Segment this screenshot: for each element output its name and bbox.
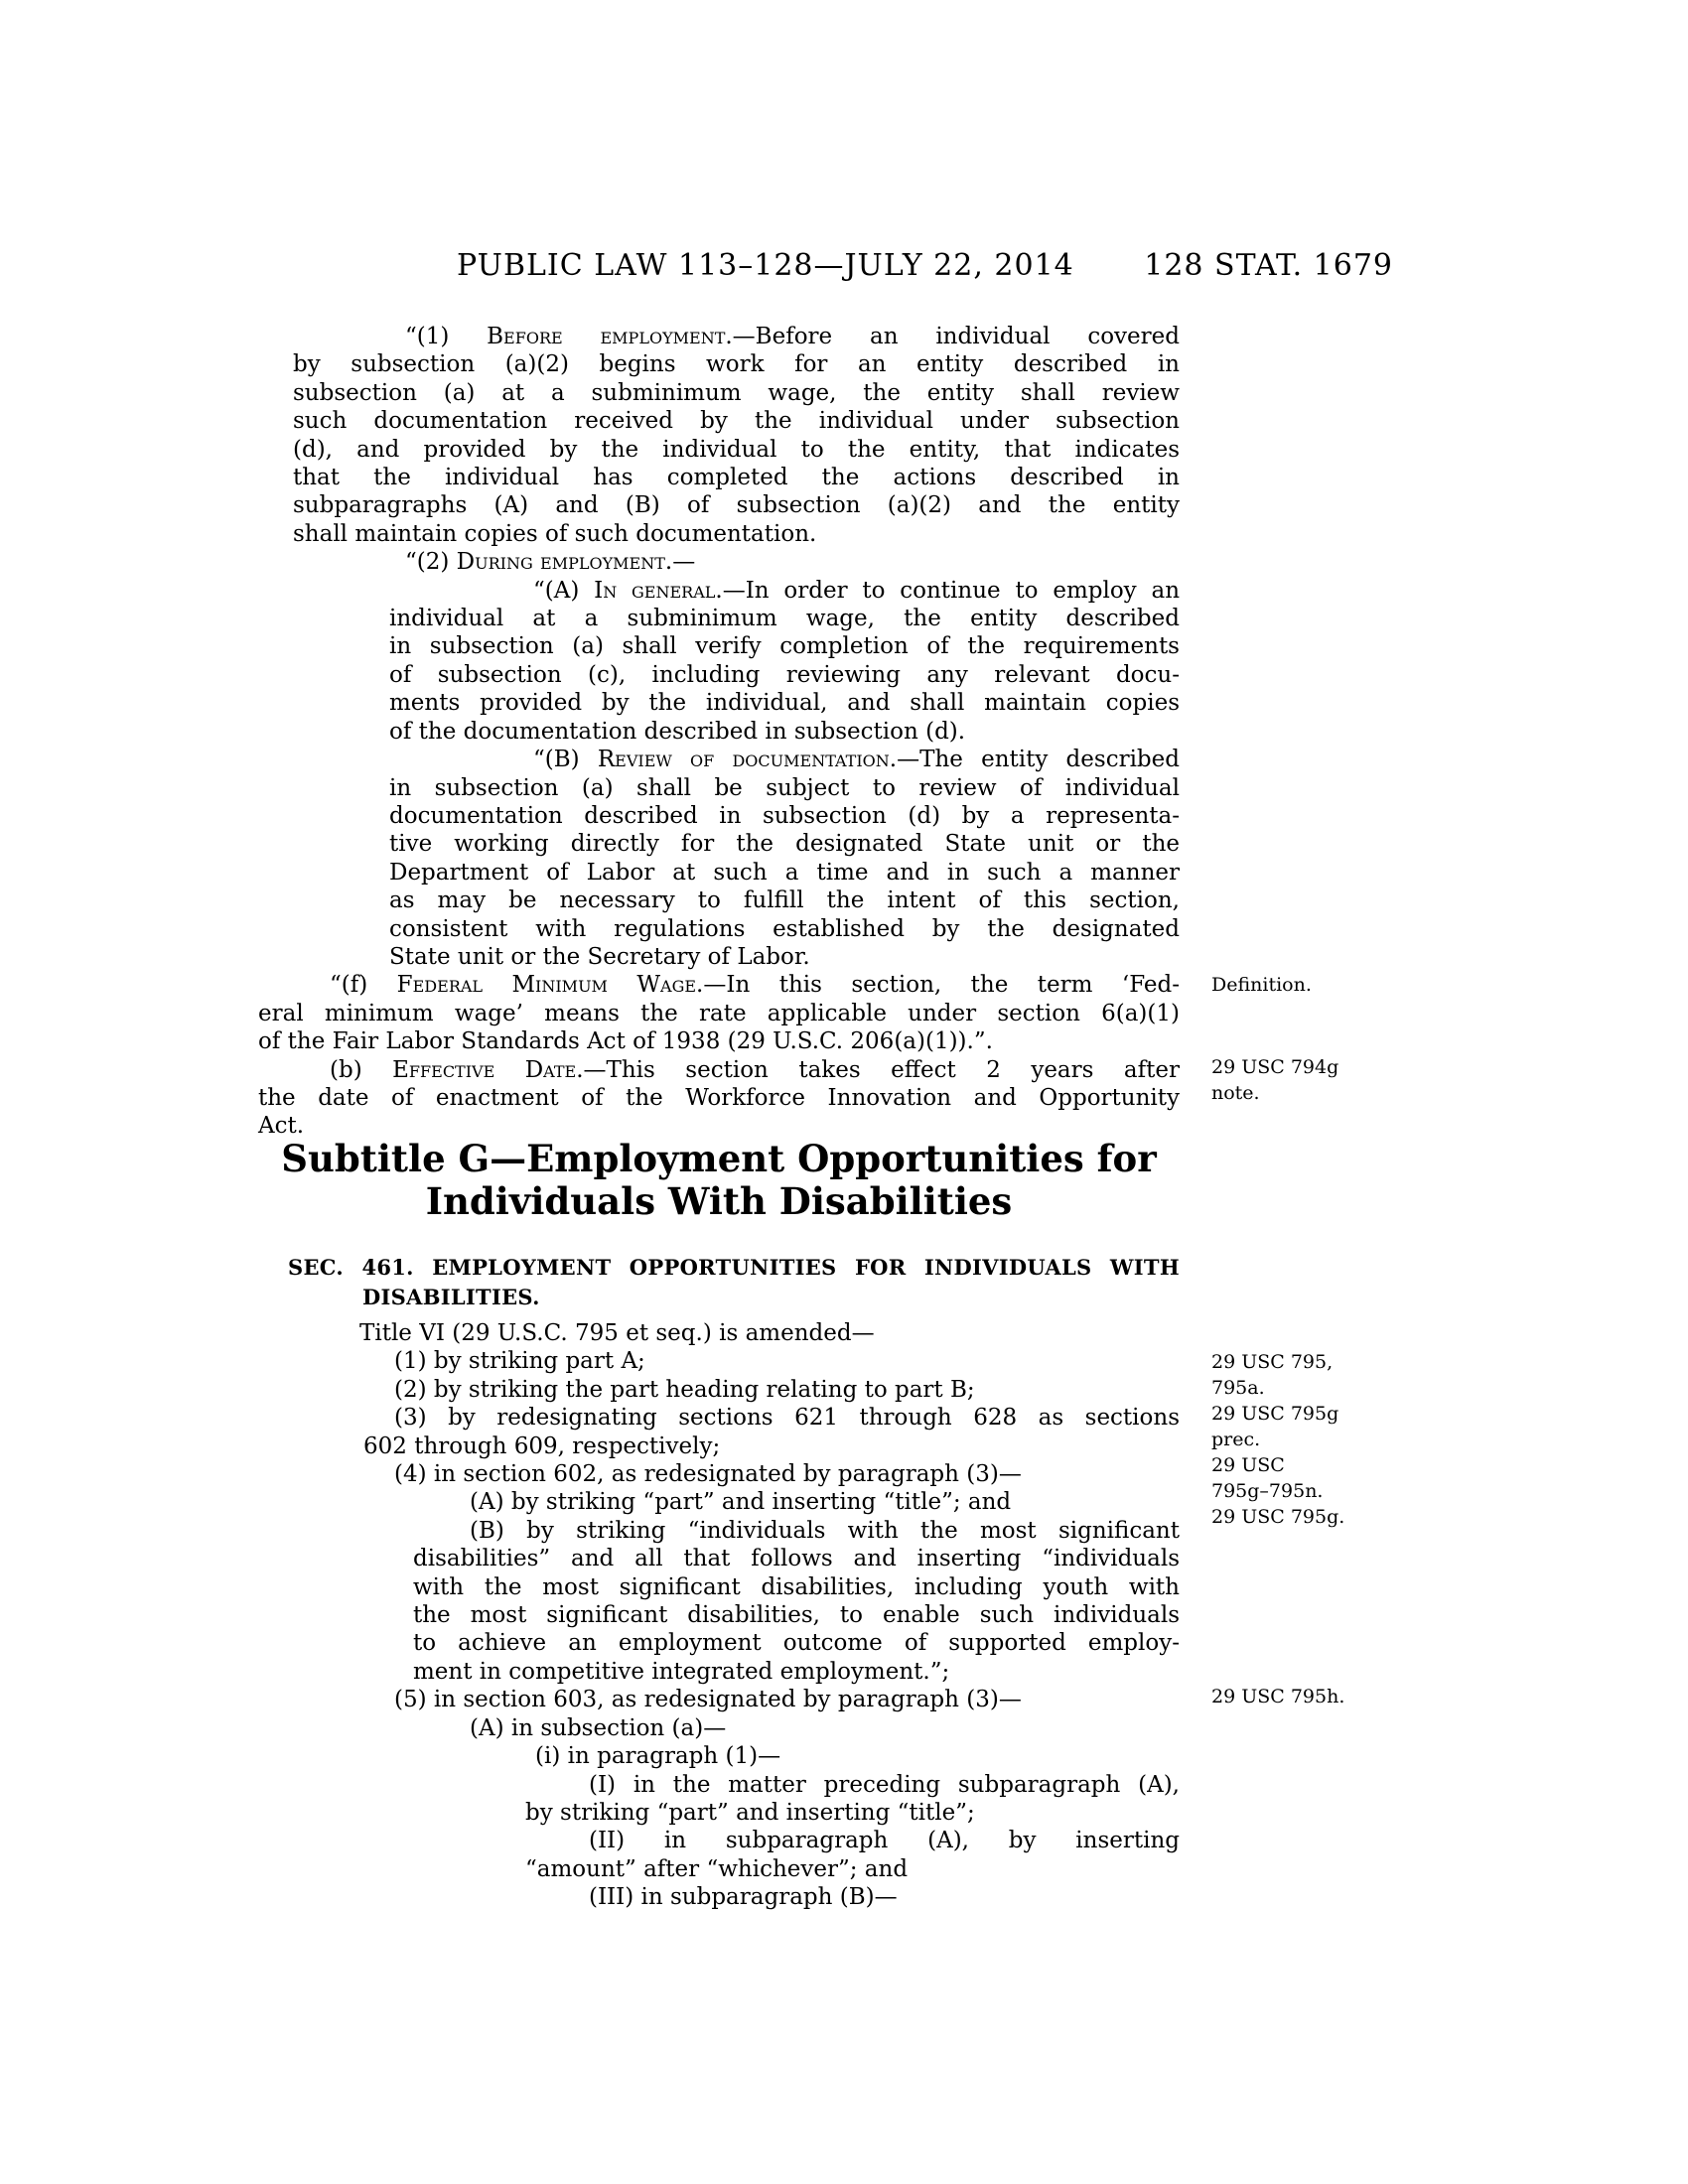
amendment-4 <box>258 1460 1180 1488</box>
text-run: “(B) <box>533 747 598 773</box>
text-line <box>258 1742 1180 1770</box>
text-run: (3) by redesignating sections 621 through 628 as sections <box>394 1405 1180 1432</box>
text-run: (B) by striking “individuals with the most significant <box>470 1517 1180 1544</box>
statute-text-upper-block <box>258 323 1180 1141</box>
margin-note-line: prec. <box>1211 1428 1261 1450</box>
margin-note <box>1211 1505 1395 1531</box>
margin-note-line: 795a. <box>1211 1376 1265 1399</box>
text-line <box>258 971 1180 999</box>
text-line <box>258 830 1180 858</box>
running-head-stat-page: 128 STAT. 1679 <box>1144 248 1393 283</box>
text-run: 602 through 609, respectively; <box>363 1433 721 1459</box>
amendment-5Ai <box>258 1742 1180 1770</box>
text-line <box>258 1283 1180 1312</box>
text-run: consistent with regulations established by the designated <box>389 915 1180 942</box>
text-run: “amount” after “whichever”; and <box>525 1855 909 1882</box>
text-line <box>258 605 1180 632</box>
text-run: (A) by striking “part” and inserting “title”; and <box>470 1489 1012 1516</box>
amendment-5AiI <box>258 1771 1180 1828</box>
text-run: ment in competitive integrated employment.”; <box>413 1658 950 1685</box>
small-caps-term: Before employment <box>487 324 726 349</box>
text-run: DISABILITIES. <box>362 1284 540 1309</box>
text-line <box>258 379 1180 407</box>
margin-note-line: 29 USC <box>1211 1454 1285 1476</box>
text-run: (I) in the matter preceding subparagraph (A), <box>589 1771 1180 1798</box>
amendment-5A <box>258 1714 1180 1742</box>
text-run: in subsection (a) shall verify completion of the requirements <box>389 633 1180 660</box>
margin-note-line: 29 USC 795g <box>1211 1403 1339 1425</box>
text-line <box>258 1319 1180 1347</box>
text-run: Act. <box>258 1113 305 1140</box>
margin-note-line: Definition. <box>1211 974 1312 996</box>
section-461-heading <box>258 1253 1180 1311</box>
amendment-intro <box>258 1319 1180 1347</box>
margin-note-line: 29 USC 794g <box>1211 1056 1339 1078</box>
statute-text-lower-block <box>258 1319 1180 1912</box>
text-run: “(2) <box>405 549 457 576</box>
text-line <box>258 859 1180 887</box>
text-line <box>258 774 1180 802</box>
text-line <box>258 323 1180 350</box>
small-caps-term: Federal Minimum Wage <box>396 972 697 999</box>
text-line <box>258 1517 1180 1545</box>
text-line <box>258 1056 1180 1084</box>
running-head-law-title: PUBLIC LAW 113–128—JULY 22, 2014 <box>457 248 1074 283</box>
amendment-2 <box>258 1376 1180 1404</box>
margin-note-line: note. <box>1211 1081 1260 1104</box>
text-run: tive working directly for the designated State unit or the <box>389 831 1180 858</box>
text-line <box>258 1376 1180 1404</box>
text-run: subparagraphs (A) and (B) of subsection (a)(2) and the entity <box>293 492 1180 519</box>
text-line <box>258 1573 1180 1601</box>
clause-2B-review-of-documentation <box>258 746 1180 971</box>
text-run: shall maintain copies of such documentation. <box>293 520 817 547</box>
text-line <box>258 1404 1180 1432</box>
clause-2A-in-general <box>258 577 1180 746</box>
text-run: (5) in section 603, as redesignated by paragraph (3)— <box>394 1687 1022 1713</box>
text-run: to achieve an employment outcome of supported employ- <box>413 1630 1180 1657</box>
amendment-5 <box>258 1686 1180 1713</box>
text-run: that the individual has completed the actions described in <box>293 465 1180 491</box>
text-run: .—This section takes effect 2 years after <box>576 1056 1180 1083</box>
margin-note-line: 795g–795n. <box>1211 1479 1324 1502</box>
text-run: .—In order to continue to employ an <box>715 577 1181 604</box>
text-line <box>258 577 1180 605</box>
text-line <box>258 802 1180 830</box>
margin-note-line: 29 USC 795h. <box>1211 1686 1345 1707</box>
text-line <box>258 1347 1180 1375</box>
amendment-1 <box>258 1347 1180 1375</box>
text-run: the date of enactment of the Workforce Innovation and Opportunity <box>258 1084 1180 1111</box>
margin-note <box>1211 1453 1395 1504</box>
margin-note <box>1211 973 1395 999</box>
text-line <box>258 1855 1180 1883</box>
text-run: individual at a subminimum wage, the entity described <box>389 606 1180 632</box>
text-line <box>258 1433 1180 1460</box>
text-line <box>258 746 1180 773</box>
text-run: “(f) <box>330 972 397 999</box>
text-run: (i) in paragraph (1)— <box>535 1743 781 1770</box>
text-line <box>258 1545 1180 1572</box>
text-run: subsection (a) at a subminimum wage, the entity shall review <box>293 379 1180 406</box>
amendment-5AiIII <box>258 1883 1180 1911</box>
text-line <box>258 350 1180 378</box>
clause-2-during-employment <box>258 548 1180 576</box>
text-run: (III) in subparagraph (B)— <box>589 1884 898 1911</box>
text-line <box>258 1827 1180 1854</box>
text-run: by striking “part” and inserting “title”; <box>525 1799 975 1826</box>
text-run: the most significant disabilities, to enable such individuals <box>413 1602 1180 1629</box>
text-line <box>258 1601 1180 1629</box>
subsection-f-federal-minimum-wage <box>258 971 1180 1055</box>
text-run: (4) in section 602, as redesignated by paragraph (3)— <box>394 1461 1022 1488</box>
text-run: documentation described in subsection (d) by a representa- <box>389 802 1180 829</box>
text-line <box>258 915 1180 943</box>
amendment-4A <box>258 1488 1180 1516</box>
text-run: in subsection (a) shall be subject to review of individual <box>389 774 1180 801</box>
text-line <box>258 1714 1180 1742</box>
text-line <box>258 689 1180 717</box>
clause-1-before-employment <box>258 323 1180 548</box>
text-run: (A) in subsection (a)— <box>470 1714 727 1741</box>
text-run: .—In this section, the term ‘Fed- <box>696 972 1181 999</box>
text-run: “(1) <box>405 324 488 349</box>
text-run: (1) by striking part A; <box>394 1348 645 1375</box>
text-line <box>258 943 1180 971</box>
text-line <box>258 1629 1180 1657</box>
small-caps-term: Effective Date <box>392 1056 577 1083</box>
text-run: .—Before an individual covered <box>725 324 1180 349</box>
subtitle-heading-line-2: Individuals With Disabilities <box>425 1179 1013 1223</box>
margin-note <box>1211 1402 1395 1452</box>
text-run: as may be necessary to fulfill the intent of this section, <box>389 887 1180 914</box>
text-line <box>258 491 1180 519</box>
text-run: disabilities” and all that follows and inserting “individuals <box>413 1546 1180 1572</box>
text-line <box>258 632 1180 660</box>
text-line <box>258 548 1180 576</box>
text-line <box>258 1253 1180 1283</box>
amendment-3 <box>258 1404 1180 1460</box>
text-line <box>258 1000 1180 1027</box>
amendment-5AiII <box>258 1827 1180 1883</box>
text-line <box>258 1084 1180 1112</box>
small-caps-term: In general <box>594 577 716 604</box>
text-line <box>258 436 1180 464</box>
amendment-4B <box>258 1517 1180 1686</box>
text-run: of the documentation described in subsection (d). <box>389 718 966 745</box>
text-run: (d), and provided by the individual to the entity, that indicates <box>293 436 1180 463</box>
text-line <box>258 718 1180 746</box>
text-line <box>258 1883 1180 1911</box>
small-caps-term: Review of documentation <box>597 747 890 773</box>
text-run: of subsection (c), including reviewing any relevant docu- <box>389 661 1180 688</box>
text-line <box>258 1686 1180 1713</box>
text-line <box>258 407 1180 435</box>
margin-note-line: 29 USC 795, <box>1211 1351 1334 1373</box>
text-run: SEC. 461. EMPLOYMENT OPPORTUNITIES FOR INDIVIDUALS WITH <box>288 1255 1180 1280</box>
text-run: “(A) <box>533 577 595 604</box>
text-run: ments provided by the individual, and shall maintain copies <box>389 690 1180 717</box>
text-run: such documentation received by the individual under subsection <box>293 408 1180 435</box>
margin-note <box>1211 1685 1395 1710</box>
text-line <box>258 464 1180 491</box>
text-run: State unit or the Secretary of Labor. <box>389 943 810 970</box>
subtitle-heading-line-1: Subtitle G—Employment Opportunities for <box>281 1137 1157 1180</box>
section-461-heading-block <box>258 1253 1180 1311</box>
text-run: .— <box>664 549 696 576</box>
small-caps-term: During employment <box>456 549 665 576</box>
text-line <box>258 1771 1180 1799</box>
text-run: .—The entity described <box>889 747 1180 773</box>
text-run: Title VI (29 U.S.C. 795 et seq.) is amended— <box>359 1320 875 1346</box>
text-line <box>258 1488 1180 1516</box>
text-line <box>258 887 1180 914</box>
text-run: of the Fair Labor Standards Act of 1938 (29 U.S.C. 206(a)(1)).”. <box>258 1028 993 1055</box>
margin-note <box>1211 1055 1395 1106</box>
text-run: (b) <box>330 1056 393 1083</box>
text-run: (II) in subparagraph (A), by inserting <box>589 1828 1180 1854</box>
subtitle-g-heading <box>258 1138 1180 1223</box>
text-run: Department of Labor at such a time and in such a manner <box>389 859 1180 886</box>
text-line <box>258 520 1180 548</box>
text-line <box>258 1460 1180 1488</box>
text-run: eral minimum wage’ means the rate applicable under section 6(a)(1) <box>258 1000 1180 1026</box>
text-line <box>258 1027 1180 1055</box>
text-line <box>258 1658 1180 1686</box>
margin-note <box>1211 1350 1395 1401</box>
text-run: with the most significant disabilities, including youth with <box>413 1573 1180 1600</box>
subsection-b-effective-date <box>258 1056 1180 1141</box>
text-line <box>258 661 1180 689</box>
margin-note-line: 29 USC 795g. <box>1211 1506 1345 1528</box>
text-run: by subsection (a)(2) begins work for an entity described in <box>293 351 1180 378</box>
text-run: (2) by striking the part heading relating to part B; <box>394 1376 975 1403</box>
text-line <box>258 1799 1180 1827</box>
